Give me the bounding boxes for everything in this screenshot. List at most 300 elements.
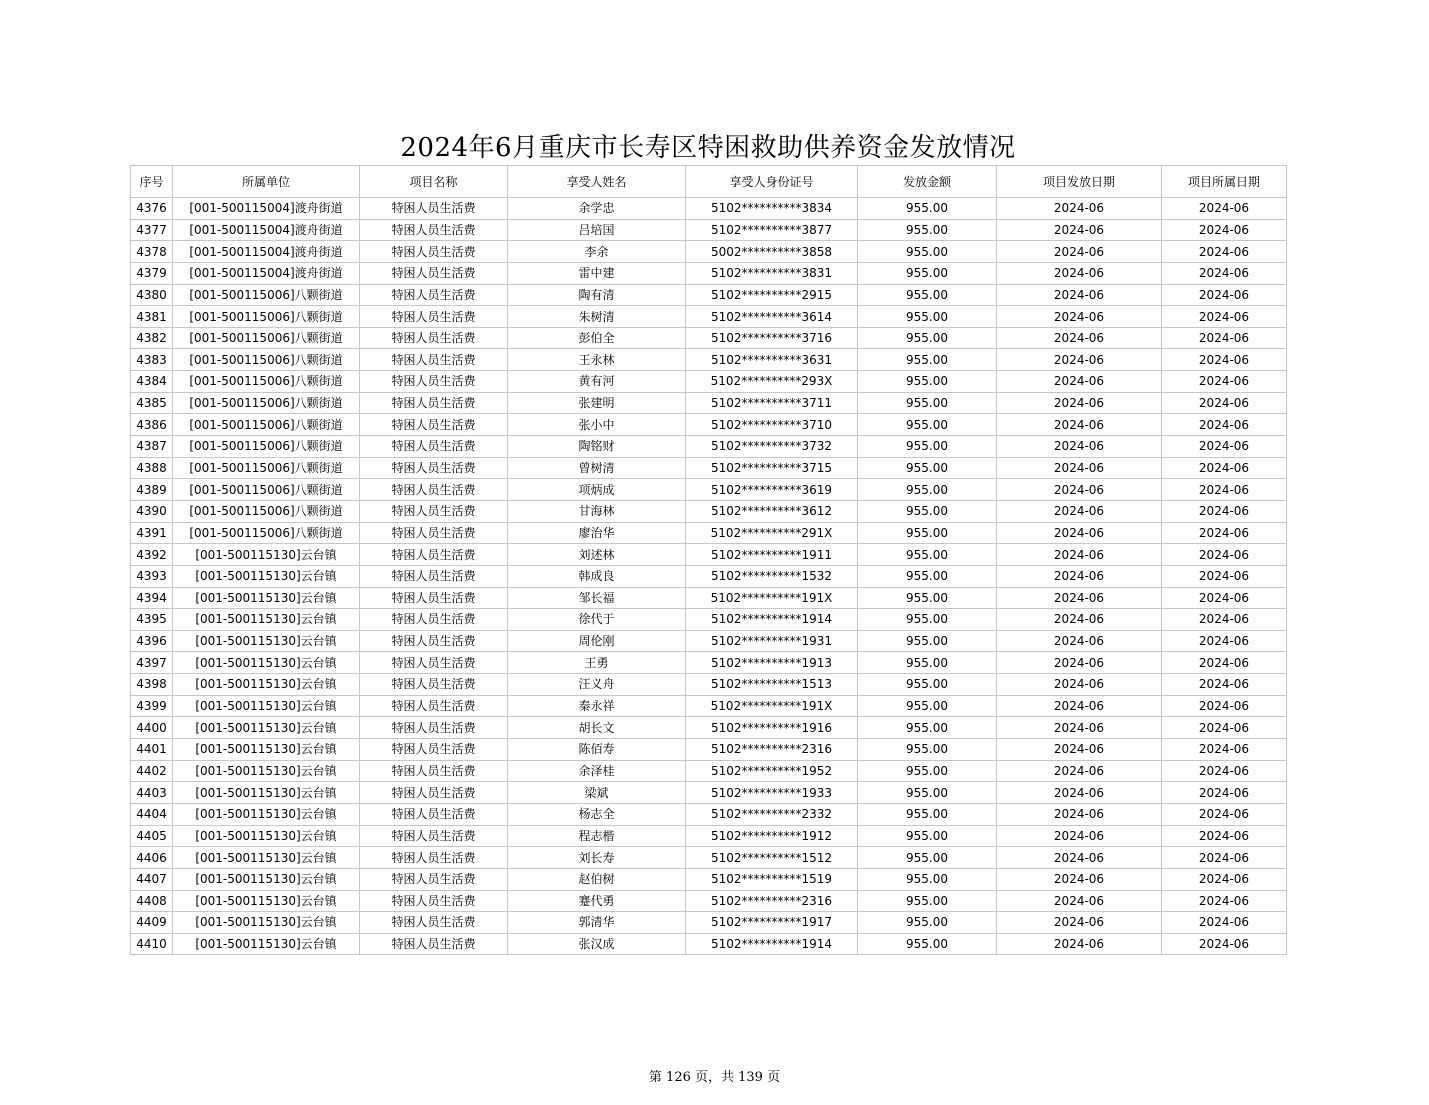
cell-issue-date: 2024-06	[997, 912, 1162, 934]
cell-serial: 4379	[131, 262, 173, 284]
cell-recipient-name: 王永林	[508, 349, 686, 371]
cell-id-number: 5102**********2316	[686, 739, 858, 761]
cell-serial: 4378	[131, 241, 173, 263]
cell-amount: 955.00	[858, 479, 997, 501]
cell-id-number: 5102**********1532	[686, 565, 858, 587]
cell-issue-date: 2024-06	[997, 609, 1162, 631]
cell-unit: [001-500115130]云台镇	[173, 760, 360, 782]
cell-unit: [001-500115130]云台镇	[173, 695, 360, 717]
cell-issue-date: 2024-06	[997, 544, 1162, 566]
cell-recipient-name: 蹇代勇	[508, 890, 686, 912]
cell-serial: 4376	[131, 198, 173, 220]
cell-period-date: 2024-06	[1162, 695, 1287, 717]
table-row	[131, 847, 1287, 869]
cell-recipient-name: 项炳成	[508, 479, 686, 501]
cell-amount: 955.00	[858, 306, 997, 328]
cell-unit: [001-500115130]云台镇	[173, 868, 360, 890]
table-row	[131, 522, 1287, 544]
cell-unit: [001-500115006]八颗街道	[173, 327, 360, 349]
cell-period-date: 2024-06	[1162, 825, 1287, 847]
table-row	[131, 609, 1287, 631]
page-title: 2024年6月重庆市长寿区特困救助供养资金发放情况	[400, 133, 1016, 163]
cell-issue-date: 2024-06	[997, 782, 1162, 804]
cell-serial: 4409	[131, 912, 173, 934]
cell-id-number: 5102**********3711	[686, 392, 858, 414]
cell-project: 特困人员生活费	[360, 717, 508, 739]
cell-amount: 955.00	[858, 327, 997, 349]
cell-project: 特困人员生活费	[360, 868, 508, 890]
table-row	[131, 782, 1287, 804]
cell-issue-date: 2024-06	[997, 652, 1162, 674]
cell-amount: 955.00	[858, 587, 997, 609]
table-row	[131, 457, 1287, 479]
cell-serial: 4394	[131, 587, 173, 609]
cell-issue-date: 2024-06	[997, 717, 1162, 739]
cell-recipient-name: 秦永祥	[508, 695, 686, 717]
table-row	[131, 565, 1287, 587]
cell-issue-date: 2024-06	[997, 284, 1162, 306]
cell-id-number: 5102**********1916	[686, 717, 858, 739]
table-row	[131, 479, 1287, 501]
cell-unit: [001-500115006]八颗街道	[173, 500, 360, 522]
cell-serial: 4402	[131, 760, 173, 782]
table-row	[131, 414, 1287, 436]
column-header-recipient-name: 享受人姓名	[508, 166, 686, 198]
cell-serial: 4381	[131, 306, 173, 328]
cell-issue-date: 2024-06	[997, 306, 1162, 328]
cell-serial: 4410	[131, 933, 173, 955]
cell-amount: 955.00	[858, 868, 997, 890]
cell-id-number: 5102**********1913	[686, 652, 858, 674]
cell-id-number: 5102**********1917	[686, 912, 858, 934]
table-row	[131, 436, 1287, 458]
cell-issue-date: 2024-06	[997, 760, 1162, 782]
column-header-serial: 序号	[131, 166, 173, 198]
cell-id-number: 5102**********293X	[686, 371, 858, 393]
cell-project: 特困人员生活费	[360, 500, 508, 522]
column-header-period-date: 项目所属日期	[1162, 166, 1287, 198]
cell-amount: 955.00	[858, 565, 997, 587]
cell-amount: 955.00	[858, 760, 997, 782]
cell-id-number: 5102**********1952	[686, 760, 858, 782]
cell-unit: [001-500115006]八颗街道	[173, 457, 360, 479]
cell-period-date: 2024-06	[1162, 306, 1287, 328]
cell-issue-date: 2024-06	[997, 803, 1162, 825]
table-row	[131, 739, 1287, 761]
cell-recipient-name: 甘海林	[508, 500, 686, 522]
cell-recipient-name: 刘长寿	[508, 847, 686, 869]
cell-issue-date: 2024-06	[997, 392, 1162, 414]
table-row	[131, 500, 1287, 522]
cell-unit: [001-500115006]八颗街道	[173, 349, 360, 371]
cell-serial: 4398	[131, 674, 173, 696]
table-row	[131, 695, 1287, 717]
table-row	[131, 674, 1287, 696]
cell-unit: [001-500115006]八颗街道	[173, 284, 360, 306]
table-row	[131, 717, 1287, 739]
cell-period-date: 2024-06	[1162, 609, 1287, 631]
cell-unit: [001-500115130]云台镇	[173, 782, 360, 804]
cell-project: 特困人员生活费	[360, 847, 508, 869]
table-row	[131, 371, 1287, 393]
cell-unit: [001-500115006]八颗街道	[173, 436, 360, 458]
cell-amount: 955.00	[858, 847, 997, 869]
cell-unit: [001-500115130]云台镇	[173, 803, 360, 825]
cell-period-date: 2024-06	[1162, 630, 1287, 652]
cell-id-number: 5102**********191X	[686, 695, 858, 717]
cell-issue-date: 2024-06	[997, 414, 1162, 436]
cell-amount: 955.00	[858, 652, 997, 674]
column-header-id-number: 享受人身份证号	[686, 166, 858, 198]
cell-id-number: 5102**********3631	[686, 349, 858, 371]
cell-unit: [001-500115130]云台镇	[173, 912, 360, 934]
cell-amount: 955.00	[858, 284, 997, 306]
cell-unit: [001-500115006]八颗街道	[173, 522, 360, 544]
cell-amount: 955.00	[858, 912, 997, 934]
cell-serial: 4408	[131, 890, 173, 912]
cell-project: 特困人员生活费	[360, 522, 508, 544]
table-row	[131, 262, 1287, 284]
cell-serial: 4405	[131, 825, 173, 847]
cell-amount: 955.00	[858, 436, 997, 458]
cell-project: 特困人员生活费	[360, 782, 508, 804]
cell-serial: 4397	[131, 652, 173, 674]
cell-recipient-name: 彭伯全	[508, 327, 686, 349]
cell-issue-date: 2024-06	[997, 479, 1162, 501]
cell-recipient-name: 张小中	[508, 414, 686, 436]
cell-recipient-name: 余泽桂	[508, 760, 686, 782]
cell-serial: 4386	[131, 414, 173, 436]
cell-project: 特困人员生活费	[360, 674, 508, 696]
cell-project: 特困人员生活费	[360, 739, 508, 761]
cell-project: 特困人员生活费	[360, 284, 508, 306]
cell-issue-date: 2024-06	[997, 868, 1162, 890]
cell-amount: 955.00	[858, 609, 997, 631]
cell-serial: 4377	[131, 219, 173, 241]
cell-recipient-name: 张建明	[508, 392, 686, 414]
cell-unit: [001-500115130]云台镇	[173, 609, 360, 631]
cell-project: 特困人员生活费	[360, 219, 508, 241]
cell-issue-date: 2024-06	[997, 587, 1162, 609]
cell-recipient-name: 邹长福	[508, 587, 686, 609]
cell-recipient-name: 梁斌	[508, 782, 686, 804]
cell-amount: 955.00	[858, 739, 997, 761]
cell-period-date: 2024-06	[1162, 219, 1287, 241]
cell-recipient-name: 张汉成	[508, 933, 686, 955]
cell-project: 特困人员生活费	[360, 630, 508, 652]
cell-issue-date: 2024-06	[997, 695, 1162, 717]
cell-id-number: 5102**********1513	[686, 674, 858, 696]
cell-issue-date: 2024-06	[997, 327, 1162, 349]
page-footer: 第 126 页，共 139 页	[648, 1070, 781, 1085]
cell-period-date: 2024-06	[1162, 587, 1287, 609]
cell-serial: 4380	[131, 284, 173, 306]
cell-issue-date: 2024-06	[997, 825, 1162, 847]
cell-id-number: 5102**********1912	[686, 825, 858, 847]
cell-id-number: 5102**********2316	[686, 890, 858, 912]
cell-serial: 4407	[131, 868, 173, 890]
table-row	[131, 825, 1287, 847]
cell-project: 特困人员生活费	[360, 479, 508, 501]
cell-period-date: 2024-06	[1162, 847, 1287, 869]
column-header-project: 项目名称	[360, 166, 508, 198]
cell-id-number: 5102**********3716	[686, 327, 858, 349]
cell-period-date: 2024-06	[1162, 674, 1287, 696]
cell-serial: 4382	[131, 327, 173, 349]
cell-id-number: 5102**********1519	[686, 868, 858, 890]
cell-amount: 955.00	[858, 803, 997, 825]
cell-period-date: 2024-06	[1162, 890, 1287, 912]
cell-period-date: 2024-06	[1162, 349, 1287, 371]
cell-unit: [001-500115130]云台镇	[173, 587, 360, 609]
table-row	[131, 219, 1287, 241]
table-row	[131, 933, 1287, 955]
cell-period-date: 2024-06	[1162, 500, 1287, 522]
cell-period-date: 2024-06	[1162, 760, 1287, 782]
cell-project: 特困人员生活费	[360, 565, 508, 587]
cell-serial: 4391	[131, 522, 173, 544]
table-row	[131, 198, 1287, 220]
cell-period-date: 2024-06	[1162, 392, 1287, 414]
cell-period-date: 2024-06	[1162, 327, 1287, 349]
cell-period-date: 2024-06	[1162, 457, 1287, 479]
cell-unit: [001-500115130]云台镇	[173, 717, 360, 739]
cell-recipient-name: 程志楷	[508, 825, 686, 847]
cell-amount: 955.00	[858, 825, 997, 847]
cell-recipient-name: 赵伯树	[508, 868, 686, 890]
cell-unit: [001-500115130]云台镇	[173, 565, 360, 587]
cell-serial: 4387	[131, 436, 173, 458]
cell-amount: 955.00	[858, 933, 997, 955]
cell-amount: 955.00	[858, 198, 997, 220]
cell-serial: 4388	[131, 457, 173, 479]
cell-period-date: 2024-06	[1162, 436, 1287, 458]
column-header-amount: 发放金额	[858, 166, 997, 198]
cell-serial: 4399	[131, 695, 173, 717]
cell-project: 特困人员生活费	[360, 587, 508, 609]
cell-period-date: 2024-06	[1162, 262, 1287, 284]
cell-issue-date: 2024-06	[997, 674, 1162, 696]
cell-amount: 955.00	[858, 414, 997, 436]
cell-project: 特困人员生活费	[360, 457, 508, 479]
cell-id-number: 5102**********1914	[686, 609, 858, 631]
cell-id-number: 5102**********3831	[686, 262, 858, 284]
cell-project: 特困人员生活费	[360, 349, 508, 371]
cell-amount: 955.00	[858, 349, 997, 371]
cell-unit: [001-500115130]云台镇	[173, 630, 360, 652]
cell-issue-date: 2024-06	[997, 500, 1162, 522]
cell-recipient-name: 黄有河	[508, 371, 686, 393]
relief-fund-table	[130, 165, 1287, 955]
cell-recipient-name: 韩成良	[508, 565, 686, 587]
table-row	[131, 284, 1287, 306]
cell-project: 特困人员生活费	[360, 392, 508, 414]
cell-issue-date: 2024-06	[997, 457, 1162, 479]
cell-id-number: 5002**********3858	[686, 241, 858, 263]
cell-serial: 4384	[131, 371, 173, 393]
cell-serial: 4385	[131, 392, 173, 414]
cell-amount: 955.00	[858, 500, 997, 522]
cell-project: 特困人员生活费	[360, 890, 508, 912]
table-row	[131, 803, 1287, 825]
cell-period-date: 2024-06	[1162, 717, 1287, 739]
table-row	[131, 630, 1287, 652]
cell-unit: [001-500115130]云台镇	[173, 847, 360, 869]
cell-recipient-name: 徐代于	[508, 609, 686, 631]
cell-serial: 4403	[131, 782, 173, 804]
cell-recipient-name: 陶铭财	[508, 436, 686, 458]
cell-id-number: 5102**********2332	[686, 803, 858, 825]
table-row	[131, 912, 1287, 934]
cell-issue-date: 2024-06	[997, 241, 1162, 263]
cell-id-number: 5102**********1911	[686, 544, 858, 566]
cell-recipient-name: 李余	[508, 241, 686, 263]
cell-serial: 4401	[131, 739, 173, 761]
cell-issue-date: 2024-06	[997, 436, 1162, 458]
cell-amount: 955.00	[858, 544, 997, 566]
cell-period-date: 2024-06	[1162, 803, 1287, 825]
cell-recipient-name: 胡长文	[508, 717, 686, 739]
cell-unit: [001-500115006]八颗街道	[173, 371, 360, 393]
cell-id-number: 5102**********291X	[686, 522, 858, 544]
cell-period-date: 2024-06	[1162, 868, 1287, 890]
cell-id-number: 5102**********191X	[686, 587, 858, 609]
cell-id-number: 5102**********3619	[686, 479, 858, 501]
cell-serial: 4396	[131, 630, 173, 652]
table-row	[131, 760, 1287, 782]
cell-period-date: 2024-06	[1162, 414, 1287, 436]
cell-recipient-name: 廖治华	[508, 522, 686, 544]
cell-amount: 955.00	[858, 717, 997, 739]
column-header-unit: 所属单位	[173, 166, 360, 198]
cell-amount: 955.00	[858, 457, 997, 479]
table-row	[131, 327, 1287, 349]
cell-period-date: 2024-06	[1162, 241, 1287, 263]
cell-serial: 4400	[131, 717, 173, 739]
cell-id-number: 5102**********3877	[686, 219, 858, 241]
cell-unit: [001-500115130]云台镇	[173, 739, 360, 761]
cell-period-date: 2024-06	[1162, 782, 1287, 804]
table-row	[131, 241, 1287, 263]
cell-project: 特困人员生活费	[360, 912, 508, 934]
cell-period-date: 2024-06	[1162, 544, 1287, 566]
cell-issue-date: 2024-06	[997, 349, 1162, 371]
cell-project: 特困人员生活费	[360, 695, 508, 717]
cell-project: 特困人员生活费	[360, 544, 508, 566]
cell-id-number: 5102**********2915	[686, 284, 858, 306]
cell-unit: [001-500115004]渡舟街道	[173, 198, 360, 220]
cell-period-date: 2024-06	[1162, 284, 1287, 306]
cell-unit: [001-500115004]渡舟街道	[173, 262, 360, 284]
table-row	[131, 890, 1287, 912]
cell-recipient-name: 周伦刚	[508, 630, 686, 652]
cell-unit: [001-500115006]八颗街道	[173, 479, 360, 501]
cell-issue-date: 2024-06	[997, 522, 1162, 544]
cell-recipient-name: 郭清华	[508, 912, 686, 934]
cell-serial: 4395	[131, 609, 173, 631]
column-header-issue-date: 项目发放日期	[997, 166, 1162, 198]
cell-id-number: 5102**********3732	[686, 436, 858, 458]
cell-unit: [001-500115004]渡舟街道	[173, 241, 360, 263]
cell-issue-date: 2024-06	[997, 630, 1162, 652]
cell-unit: [001-500115130]云台镇	[173, 890, 360, 912]
table-row	[131, 306, 1287, 328]
cell-unit: [001-500115130]云台镇	[173, 544, 360, 566]
cell-amount: 955.00	[858, 695, 997, 717]
cell-amount: 955.00	[858, 674, 997, 696]
cell-project: 特困人员生活费	[360, 262, 508, 284]
cell-issue-date: 2024-06	[997, 933, 1162, 955]
cell-issue-date: 2024-06	[997, 371, 1162, 393]
cell-amount: 955.00	[858, 630, 997, 652]
table-row	[131, 652, 1287, 674]
cell-project: 特困人员生活费	[360, 241, 508, 263]
cell-project: 特困人员生活费	[360, 825, 508, 847]
table-body	[131, 198, 1287, 955]
cell-period-date: 2024-06	[1162, 522, 1287, 544]
cell-recipient-name: 汪义舟	[508, 674, 686, 696]
cell-serial: 4390	[131, 500, 173, 522]
cell-recipient-name: 吕培国	[508, 219, 686, 241]
cell-id-number: 5102**********3612	[686, 500, 858, 522]
cell-amount: 955.00	[858, 371, 997, 393]
cell-project: 特困人员生活费	[360, 609, 508, 631]
cell-amount: 955.00	[858, 392, 997, 414]
table-row	[131, 349, 1287, 371]
cell-recipient-name: 余学忠	[508, 198, 686, 220]
cell-id-number: 5102**********1931	[686, 630, 858, 652]
cell-amount: 955.00	[858, 522, 997, 544]
cell-amount: 955.00	[858, 262, 997, 284]
cell-period-date: 2024-06	[1162, 933, 1287, 955]
cell-id-number: 5102**********3715	[686, 457, 858, 479]
cell-issue-date: 2024-06	[997, 219, 1162, 241]
cell-unit: [001-500115006]八颗街道	[173, 414, 360, 436]
cell-unit: [001-500115130]云台镇	[173, 652, 360, 674]
cell-recipient-name: 杨志全	[508, 803, 686, 825]
cell-amount: 955.00	[858, 782, 997, 804]
cell-project: 特困人员生活费	[360, 371, 508, 393]
cell-period-date: 2024-06	[1162, 652, 1287, 674]
cell-serial: 4383	[131, 349, 173, 371]
cell-amount: 955.00	[858, 241, 997, 263]
cell-recipient-name: 陶有清	[508, 284, 686, 306]
cell-unit: [001-500115006]八颗街道	[173, 306, 360, 328]
cell-id-number: 5102**********3614	[686, 306, 858, 328]
cell-issue-date: 2024-06	[997, 262, 1162, 284]
cell-period-date: 2024-06	[1162, 371, 1287, 393]
cell-issue-date: 2024-06	[997, 739, 1162, 761]
cell-unit: [001-500115130]云台镇	[173, 825, 360, 847]
table-row	[131, 544, 1287, 566]
cell-project: 特困人员生活费	[360, 652, 508, 674]
table-header-row	[131, 166, 1287, 198]
cell-recipient-name: 陈佰寿	[508, 739, 686, 761]
cell-project: 特困人员生活费	[360, 414, 508, 436]
cell-id-number: 5102**********1933	[686, 782, 858, 804]
cell-unit: [001-500115130]云台镇	[173, 674, 360, 696]
cell-recipient-name: 王勇	[508, 652, 686, 674]
cell-unit: [001-500115004]渡舟街道	[173, 219, 360, 241]
cell-issue-date: 2024-06	[997, 890, 1162, 912]
cell-period-date: 2024-06	[1162, 479, 1287, 501]
cell-project: 特困人员生活费	[360, 436, 508, 458]
table-row	[131, 587, 1287, 609]
cell-period-date: 2024-06	[1162, 565, 1287, 587]
cell-unit: [001-500115130]云台镇	[173, 933, 360, 955]
cell-id-number: 5102**********1914	[686, 933, 858, 955]
cell-unit: [001-500115006]八颗街道	[173, 392, 360, 414]
